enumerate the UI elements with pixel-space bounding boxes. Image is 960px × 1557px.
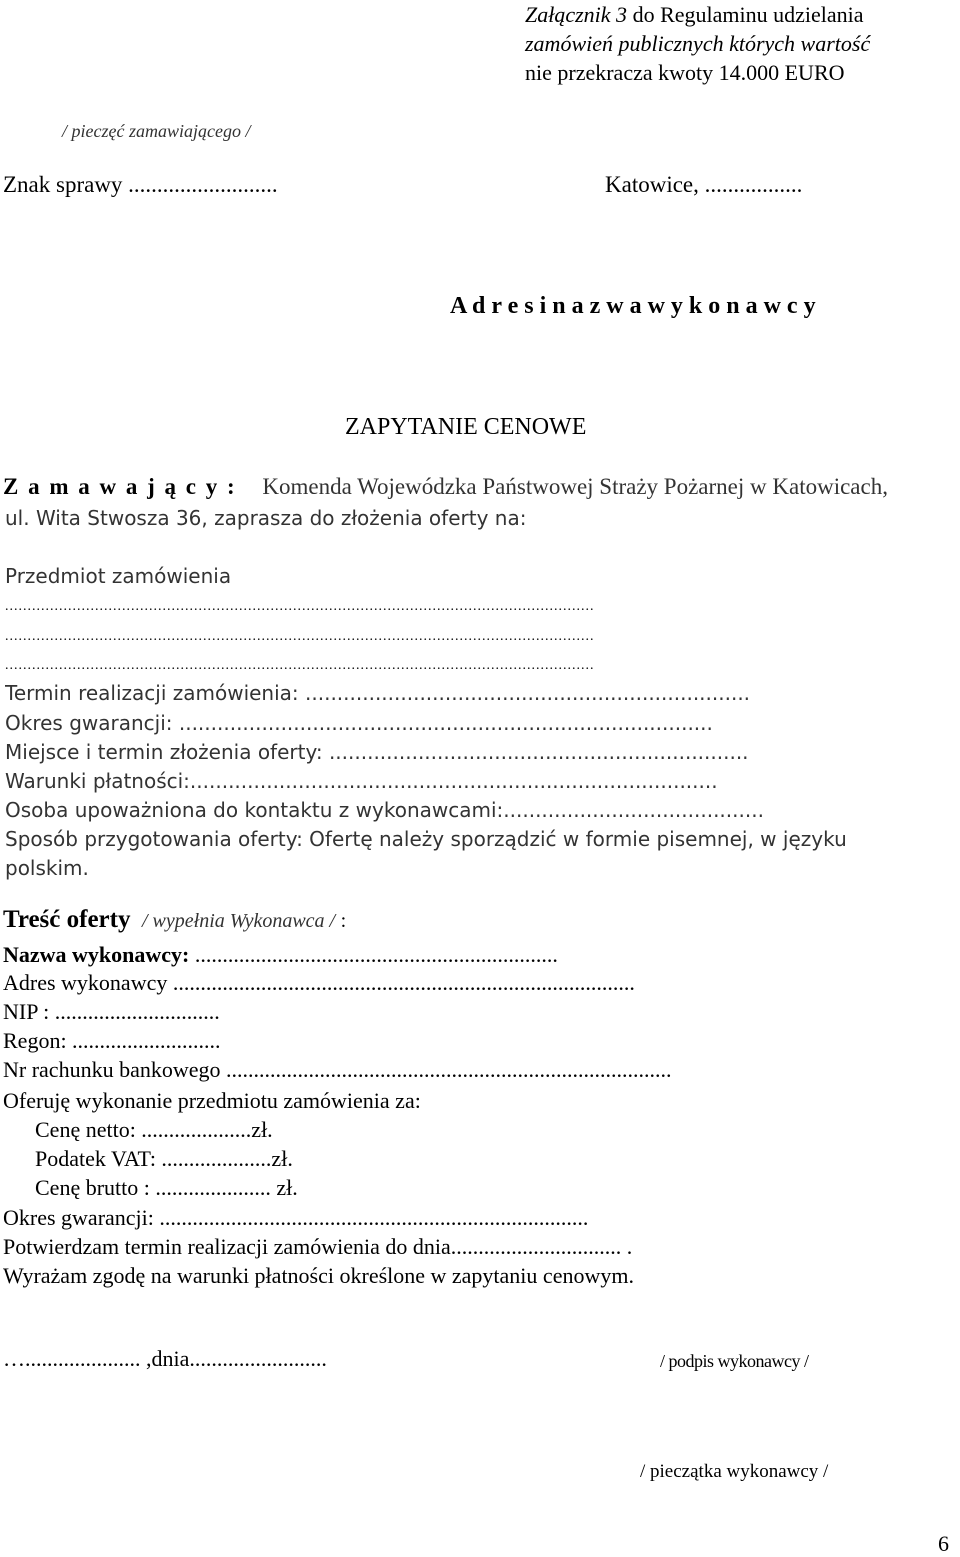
offer-warranty: Okres gwarancji: .............................................................................. <box>3 1205 589 1230</box>
purchaser-address: ul. Wita Stwosza 36, zaprasza do złożenia oferty na: <box>5 506 527 530</box>
purchaser-stamp-label: / pieczęć zamawiającego / <box>62 121 251 141</box>
contractor-heading: A d r e s i n a z w a w y k o n a w c y <box>450 293 816 319</box>
contractor-name-label: Nazwa wykonawcy: <box>3 942 190 967</box>
purchaser-name: Komenda Wojewódzka Państwowej Straży Pożarnej w Katowicach, <box>262 474 888 499</box>
contractor-nip: NIP : .............................. <box>3 999 220 1024</box>
purchaser-label: Z a m a w a j ą c y : <box>3 474 237 499</box>
document-title: ZAPYTANIE CENOWE <box>345 414 587 440</box>
gross-price: Cenę brutto : ..................... zł. <box>35 1175 298 1200</box>
field-preparation-method: Sposób przygotowania oferty: Ofertę należy sporządzić w formie pisemnej, w języku <box>5 827 847 851</box>
contractor-bank-account: Nr rachunku bankowego ................................................................................. <box>3 1057 672 1082</box>
purchaser-line <box>3 474 888 500</box>
annex-line-1 <box>525 0 870 29</box>
offer-heading: Treść oferty <box>3 906 131 933</box>
subject-dots-3: ................................................................................................................................... <box>5 658 595 673</box>
contractor-stamp-label: / pieczątka wykonawcy / <box>640 1461 829 1482</box>
annex-number: Załącznik 3 <box>525 2 628 27</box>
subject-dots-1: ................................................................................................................................... <box>5 599 595 614</box>
contractor-regon: Regon: ........................... <box>3 1028 221 1053</box>
offer-statement: Oferuję wykonanie przedmiotu zamówienia za: <box>3 1088 421 1113</box>
payment-consent: Wyrażam zgodę na warunki płatności określone w zapytaniu cenowym. <box>3 1263 634 1288</box>
field-completion-date: Termin realizacji zamówienia: ...................................................................... <box>5 681 751 705</box>
place-and-date: …..................... ,dnia......................... <box>3 1346 327 1371</box>
annex-line-3: nie przekracza kwoty 14.000 EURO <box>525 60 845 85</box>
offer-heading-colon: : <box>340 910 347 932</box>
contractor-address: Adres wykonawcy .................................................................................... <box>3 970 635 995</box>
offer-heading-line <box>3 907 346 934</box>
field-contact-person: Osoba upoważniona do kontaktu z wykonawcami:......................................... <box>5 798 764 822</box>
completion-confirmation: Potwierdzam termin realizacji zamówienia do dnia............................... . <box>3 1234 633 1259</box>
contractor-name-dots: .................................................................. <box>189 942 558 967</box>
field-submission-place: Miejsce i termin złożenia oferty: .................................................................. <box>5 740 749 764</box>
annex-note <box>525 0 870 87</box>
vat-amount: Podatek VAT: ....................zł. <box>35 1146 293 1171</box>
net-price: Cenę netto: ....................zł. <box>35 1117 273 1142</box>
annex-regulation: do Regulaminu udzielania <box>627 2 864 27</box>
field-preparation-method-cont: polskim. <box>5 856 89 880</box>
field-payment-terms: Warunki płatności:................................................................................... <box>5 769 718 793</box>
case-number: Znak sprawy .......................... <box>3 172 278 197</box>
subject-label: Przedmiot zamówienia <box>5 564 232 588</box>
page-number: 6 <box>938 1531 949 1556</box>
subject-dots-2: ................................................................................................................................... <box>5 629 595 644</box>
signature-label: / podpis wykonawcy / <box>660 1351 809 1371</box>
annex-line-2: zamówień publicznych których wartość <box>525 31 871 56</box>
city-date: Katowice, ................. <box>605 172 803 197</box>
offer-heading-note: / wypełnia Wykonawca / <box>141 910 336 932</box>
contractor-name-line <box>3 942 951 968</box>
field-warranty: Okres gwarancji: .................................................................................... <box>5 711 713 735</box>
